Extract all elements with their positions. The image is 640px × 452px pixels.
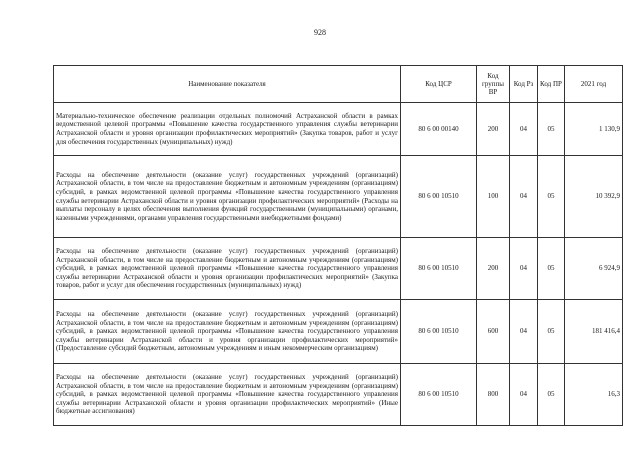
row-pr-code: 05: [538, 156, 565, 238]
row-rz-code: 04: [510, 364, 538, 426]
table-row: [54, 103, 623, 156]
row-amount: 6 924,9: [565, 238, 623, 300]
row-name: Расходы на обеспечение деятельности (оказание услуг) государственных учреждений (организаций) Астраханской области, в том числе на предоставление бюджетным и автономным учреждениям (организациям) субсидий, в рамках ведомственной целевой программы «Повышение качества государственного управления службы ветеринарии Астраханской области и уровня организации профилактических мероприятий» (Закупка товаров, работ и услуг для обеспечения государственных (муниципальных) нужд): [54, 238, 401, 300]
row-csr-code: 80 6 00 10510: [401, 364, 477, 426]
row-amount: 10 392,9: [565, 156, 623, 238]
header-name: Наименование показателя: [54, 66, 401, 103]
row-csr-code: 80 6 00 00140: [401, 103, 477, 156]
header-csr: Код ЦСР: [401, 66, 477, 103]
row-pr-code: 05: [538, 103, 565, 156]
header-pr: Код ПР: [538, 66, 565, 103]
table-row: [54, 156, 623, 238]
table-row: [54, 364, 623, 426]
row-vr-code: 200: [477, 238, 510, 300]
row-rz-code: 04: [510, 300, 538, 364]
row-rz-code: 04: [510, 103, 538, 156]
header-vr: Код группы ВР: [477, 66, 510, 103]
header-rz: Код Рз: [510, 66, 538, 103]
table-header-row: [54, 66, 623, 103]
row-amount: 16,3: [565, 364, 623, 426]
budget-table: [53, 65, 623, 426]
row-csr-code: 80 6 00 10510: [401, 300, 477, 364]
row-name: Расходы на обеспечение деятельности (оказание услуг) государственных учреждений (организаций) Астраханской области, в том числе на предоставление бюджетным и автономным учреждениям (организациям) субсидий, в рамках ведомственной целевой программы «Повышение качества государственного управления службы ветеринарии Астраханской области и уровня организации профилактических мероприятий» (Предоставление субсидий бюджетным, автономным учреждениям и иным некоммерческим организациям): [54, 300, 401, 364]
table-row: [54, 300, 623, 364]
row-amount: 181 416,4: [565, 300, 623, 364]
header-year: 2021 год: [565, 66, 623, 103]
row-pr-code: 05: [538, 364, 565, 426]
row-vr-code: 600: [477, 300, 510, 364]
row-vr-code: 200: [477, 103, 510, 156]
row-amount: 1 130,9: [565, 103, 623, 156]
row-name: Расходы на обеспечение деятельности (оказание услуг) государственных учреждений (организаций) Астраханской области, в том числе на предоставление бюджетным и автономным учреждениям (организациям) субсидий, в рамках ведомственной целевой программы «Повышение качества государственного управления службы ветеринарии Астраханской области и уровня организации профилактических мероприятий» (Расходы на выплаты персоналу в целях обеспечения выполнения функций государственными (муниципальными) органами, казенными учреждениями, органами управления государственными внебюджетными фондами): [54, 156, 401, 238]
page-number: 928: [314, 28, 326, 37]
row-vr-code: 100: [477, 156, 510, 238]
row-csr-code: 80 6 00 10510: [401, 156, 477, 238]
row-pr-code: 05: [538, 238, 565, 300]
row-rz-code: 04: [510, 156, 538, 238]
row-name: Расходы на обеспечение деятельности (оказание услуг) государственных учреждений (организаций) Астраханской области, в том числе на предоставление бюджетным и автономным учреждениям (организациям) субсидий, в рамках ведомственной целевой программы «Повышение качества государственного управления службы ветеринарии Астраханской области и уровня организации профилактических мероприятий» (Иные бюджетные ассигнования): [54, 364, 401, 426]
table-row: [54, 238, 623, 300]
row-vr-code: 800: [477, 364, 510, 426]
row-pr-code: 05: [538, 300, 565, 364]
row-rz-code: 04: [510, 238, 538, 300]
row-name: Материально-техническое обеспечение реализации отдельных полномочий Астраханской области в рамках ведомственной целевой программы «Повышение качества государственного управления службы ветеринарии Астраханской области и уровня организации профилактических мероприятий» (Закупка товаров, работ и услуг для обеспечения государственных (муниципальных) нужд): [54, 103, 401, 156]
row-csr-code: 80 6 00 10510: [401, 238, 477, 300]
